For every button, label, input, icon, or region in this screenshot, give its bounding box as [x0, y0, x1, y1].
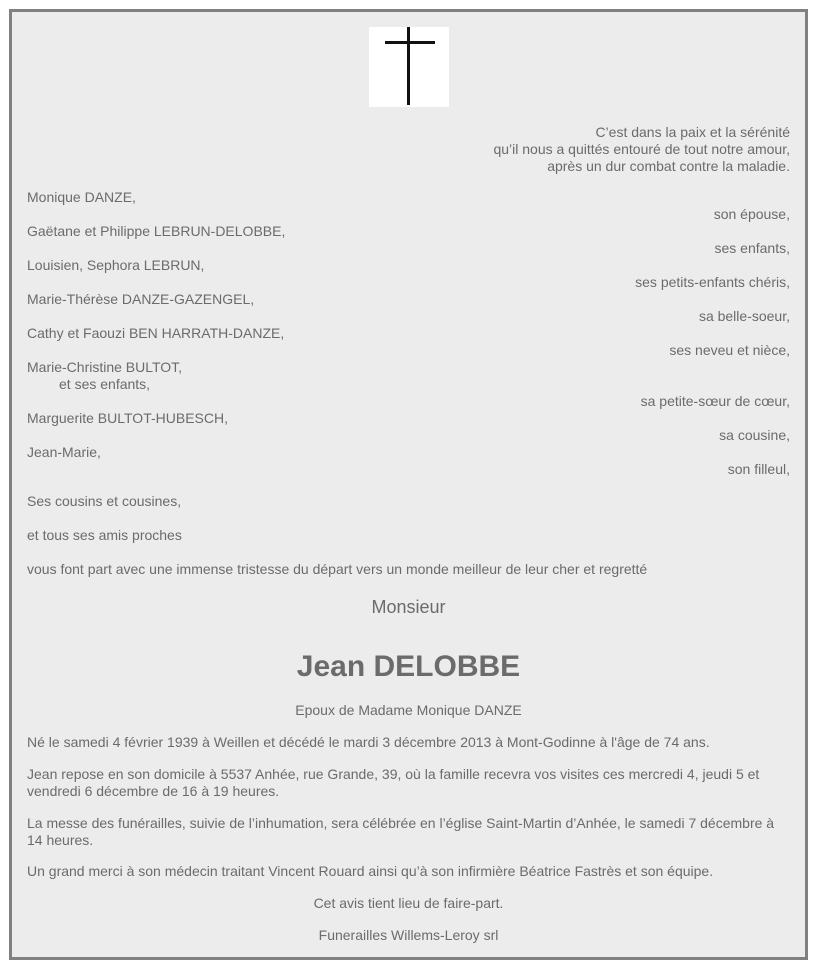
cross-icon: [369, 27, 449, 107]
funeral-paragraph: La messe des funérailles, suivie de l’inhumation, sera célébrée en l’église Saint-Martin d’Anhée, le samedi 7 décembre à 14 heures.: [27, 815, 775, 848]
family-name: Marie-Thérèse DANZE-GAZENGEL,: [27, 291, 255, 307]
family-name: Louisien, Sephora LEBRUN,: [27, 257, 205, 273]
family-relation: ses neveu et nièce,: [669, 342, 790, 358]
intro-line: qu’il nous a quittés entouré de tout notre amour,: [493, 141, 790, 157]
intro-text: [493, 124, 790, 175]
family-name: Jean-Marie,: [27, 444, 101, 460]
family-relation: sa belle-soeur,: [698, 308, 790, 324]
undertaker-line: Funerailles Willems-Leroy srl: [318, 927, 499, 943]
family-relation: sa cousine,: [719, 427, 790, 443]
cousins-line: Ses cousins et cousines,: [27, 493, 182, 509]
family-relation: ses petits-enfants chéris,: [635, 274, 790, 290]
family-name: Marguerite BULTOT-HUBESCH,: [27, 410, 228, 426]
thanks-paragraph: Un grand merci à son médecin traitant Vincent Rouard ainsi qu’à son infirmière Béatrice Fastrès et son équipe.: [27, 863, 714, 879]
birth-death-paragraph: Né le samedi 4 février 1939 à Weillen et décédé le mardi 3 décembre 2013 à Mont-Godinne à l'âge de 74 ans.: [27, 734, 710, 750]
family-name: Cathy et Faouzi BEN HARRATH-DANZE,: [27, 325, 285, 341]
deceased-name: Jean DELOBBE: [296, 650, 521, 683]
family-name: Marie-Christine BULTOT,: [27, 359, 183, 375]
visits-paragraph: Jean repose en son domicile à 5537 Anhée, rue Grande, 39, où la famille recevra vos visites ces mercredi 4, jeudi 5 et vendredi 6 décembre de 16 à 19 heures.: [27, 766, 760, 799]
intro-line: après un dur combat contre la maladie.: [547, 158, 790, 174]
family-relation: ses enfants,: [714, 240, 790, 256]
friends-line: et tous ses amis proches: [27, 527, 182, 543]
intro-line: C’est dans la paix et la sérénité: [595, 124, 790, 140]
announcement-line: vous font part avec une immense tristesse du départ vers un monde meilleur de leur cher et regretté: [27, 561, 648, 577]
honorific: Monsieur: [371, 597, 446, 617]
family-extra: et ses enfants,: [59, 376, 151, 392]
family-relation: son filleul,: [727, 461, 790, 477]
death-notice: [9, 9, 808, 960]
family-name: Gaëtane et Philippe LEBRUN-DELOBBE,: [27, 223, 286, 239]
family-relation: son épouse,: [713, 206, 790, 222]
spouse-line: Epoux de Madame Monique DANZE: [295, 702, 522, 718]
notice-line: Cet avis tient lieu de faire-part.: [313, 895, 504, 911]
family-name: Monique DANZE,: [27, 189, 136, 205]
family-relation: sa petite-sœur de cœur,: [640, 393, 790, 409]
